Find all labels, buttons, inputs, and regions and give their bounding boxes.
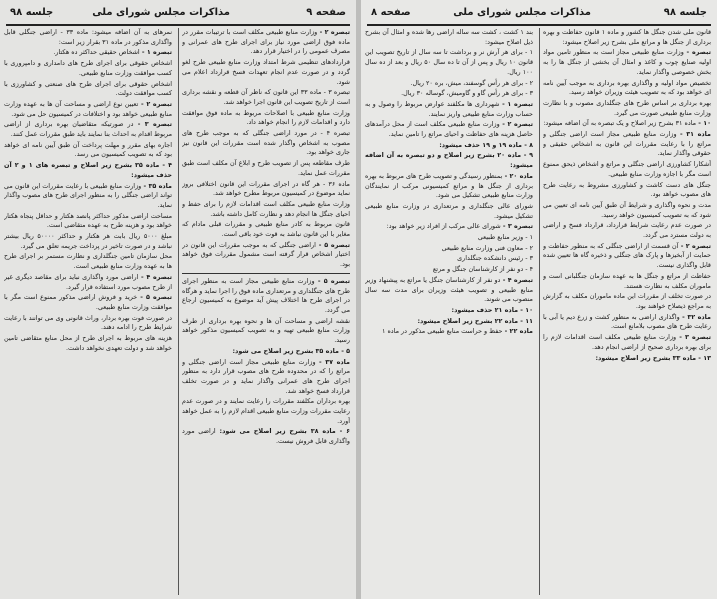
paragraph	[182, 180, 350, 199]
clause-heading: تبصره ۱ -	[139, 48, 172, 57]
clause-text: ۳ - رئیس دانشکده جنگلداری	[457, 254, 533, 263]
paragraph	[543, 333, 711, 352]
clause-heading: تبصره ۳ -	[500, 222, 533, 231]
clause-text: در صورت عدم رعایت شرایط قرارداد، قرارداد فسخ و اراضی به دولت مسترد می گردد.	[543, 221, 711, 240]
paragraph	[365, 141, 533, 151]
paragraph	[4, 314, 172, 333]
clause-heading: تبصره ۲ -	[138, 99, 172, 108]
clause-text: آن قسمت از اراضی جنگلی که به منظور حفاظت و حمایت از آبخیزها و پارک های جنگلی و ذخیره گاه ها تعیین شده قابل واگذاری نیست.	[543, 241, 711, 270]
paragraph	[4, 252, 172, 271]
clause-text: مساحت اراضی مذکور حداکثر پانصد هکتار و حداقل پنجاه هکتار خواهد بود و هزینه طرح به عهده متقاضی است.	[4, 211, 172, 230]
paragraph	[365, 222, 533, 232]
clause-text: ماده ۳۱ بشرح زیر اصلاح و یک تبصره به آن اضافه میشود:	[543, 119, 697, 128]
clause-text: وزارت منابع طبیعی مجاز است اراضی جنگلی و مراتع را که در محدوده طرح های مصوب قرار دارد به منظور اجرای طرح های عمرانی واگذار نماید و در صورت تخلف قرارداد فسخ خواهد شد.	[182, 357, 350, 395]
clause-text: واگذاری اراضی به منظور کشت و زرع دیم یا آبی با رعایت طرح های مصوب بلامانع است.	[543, 312, 711, 331]
paragraph	[365, 172, 533, 201]
clause-text: وزارت منابع طبیعی مکلف است با ترتیبات مقرر در ماده فوق اراضی مورد نیاز برای اجرای طرح های عمرانی و مصرف عمومی را در اختیار قرار دهد.	[182, 28, 350, 56]
clause-text: اشخاص حقوقی برای اجرای طرح های دامداری و دامپروری با کسب موافقت وزارت منابع طبیعی.	[4, 59, 172, 77]
paragraph	[365, 151, 533, 170]
paragraph	[365, 233, 533, 243]
text-column-left	[365, 28, 533, 595]
paragraph	[4, 161, 172, 180]
clause-text: مدت و نحوه واگذاری و شرایط آن طبق آیین نامه ای تعیین می شود که به تصویب کمیسیون خواهد رسید.	[543, 200, 711, 219]
clause-heading: ماده ۲۰ -	[502, 171, 533, 180]
paragraph	[543, 242, 711, 271]
clause-text: اراضی مورد واگذاری نباید برای مقاصد دیگری غیر از طرح مصوب مورد استفاده قرار گیرد.	[4, 272, 172, 291]
clause-text: ۴ - دو نفر از کارشناسان جنگل و مرتع	[432, 265, 533, 274]
clause-text: در صورتیکه متقاضیان بهره برداری از اراضی مربوط اقدام به احداث بنا نمایند باید طبق مقررات عمل کنند.	[4, 120, 172, 139]
paragraph	[182, 58, 350, 87]
clause-heading: تبصره ۳ -	[133, 120, 172, 129]
clause-heading: ماده ۳۲ -	[679, 312, 711, 321]
paragraph	[4, 80, 172, 99]
page-number: صفحه ۸	[371, 7, 411, 18]
paragraph	[365, 317, 533, 327]
clause-text: ۱ - وزیر منابع طبیعی	[477, 233, 533, 242]
paragraph	[543, 201, 711, 220]
paragraph	[182, 28, 350, 57]
paragraph	[543, 181, 711, 200]
clause-text: شورای عالی جنگلداری و مرتعداری در وزارت منابع طبیعی تشکیل میشود.	[365, 201, 533, 220]
paragraph	[543, 79, 711, 98]
clause-text: وزارت منابع طبیعی مکلف است اقدامات لازم را برای حفظ و احیای جنگل ها انجام دهد و نظارت کامل داشته باشد.	[182, 199, 350, 218]
clause-heading: ۹ - ماده ۲۰ بشرح زیر اصلاح و دو تبصره به آن اضافه میشود:	[365, 151, 533, 170]
clause-heading: تبصره ۴ -	[500, 275, 533, 284]
paragraph	[365, 306, 533, 316]
paragraph	[543, 99, 711, 118]
clause-text: اشخاص حقیقی حداکثر ده هکتار.	[53, 48, 140, 57]
paragraph	[182, 317, 350, 346]
clause-heading: ماده ۳۱ -	[676, 130, 711, 139]
paragraph	[543, 272, 711, 291]
clause-text: خرید و فروش اراضی مذکور ممنوع است مگر با موافقت وزارت منابع طبیعی.	[4, 293, 172, 311]
paragraph	[365, 244, 533, 254]
clause-text: در صورت فوت بهره بردار، وراث قانونی وی می توانند با رعایت شرایط طرح را ادامه دهند.	[4, 313, 172, 332]
paragraph	[543, 354, 711, 364]
left-page	[0, 0, 356, 599]
clause-text: ماده ۳۶ - هر گاه در اجرای مقررات این قانون اختلافی بروز نماید موضوع در کمیسیون مربوط مطرح خواهد شد.	[182, 179, 350, 198]
paragraph	[182, 200, 350, 219]
paragraph	[365, 28, 533, 47]
paragraph	[365, 327, 533, 337]
clause-text: بمنظور رسیدگی و تصویب طرح های مربوط به بهره برداری از جنگل ها و مراتع کمیسیونی مرکب از نمایندگان وزارت منابع طبیعی تشکیل می شود.	[365, 171, 533, 200]
paragraph	[182, 397, 350, 426]
paragraph	[543, 221, 711, 240]
paragraph	[182, 358, 350, 397]
clause-text: هزینه های مربوط به اجرای طرح از محل منابع متقاضی تامین خواهد شد و دولت تعهدی نخواهد داشت.	[4, 334, 172, 352]
clause-heading: تبصره ۴ -	[138, 272, 172, 281]
clause-text: تخصیص مواد اولیه و واگذاری بهره برداری به موجب آیین نامه ای خواهد بود که به تصویب هیئت وزیران خواهد رسید.	[543, 78, 711, 97]
paragraph	[4, 59, 172, 78]
clause-text: ۱ - برای هر آرش نر و برداشت تا سه سال از تاریخ تصویب این قانون ۱۰ ریال و پس از آن تا ده سال ۵۰ ریال و بعد از ده سال ۱۰۰ ریال.	[365, 48, 533, 76]
clause-text: وزارت منابع طبیعی مکلف است از محل درآمدهای حاصل هزینه های حفاظت و احیای مراتع را تامین نماید.	[365, 120, 533, 139]
clause-text: دو نفر از کارشناسان جنگل یا مراتع به پیشنهاد وزیر منابع طبیعی و تصویب هیئت وزیران برای مدت سه سال منصوب می شوند.	[365, 275, 533, 304]
clause-text: وزارت منابع طبیعی با رعایت مقررات این قانون می تواند اراضی جنگلی را به منظور اجرای طرح های مصوب واگذار نماید.	[4, 181, 172, 209]
clause-heading: ۱۰ -	[696, 119, 711, 128]
column-rule	[539, 28, 540, 595]
clause-text: ۳ - برای هر رأس گاو و گاومیش، گوساله ۳۰ ریال.	[401, 89, 533, 98]
text-column-right	[182, 28, 350, 595]
clause-text: مبلغ ۵۰۰۰ ریال بابت هر هکتار و حداکثر ۵۰۰۰۰ ریال بیشتر نباشد و در صورت تاخیر در پرداخت جریمه تعلق می گیرد.	[4, 232, 172, 250]
paragraph	[543, 28, 711, 47]
paragraph	[365, 79, 533, 89]
paragraph	[543, 292, 711, 311]
clause-heading: تبصره ۵ -	[314, 276, 350, 285]
clause-heading: ۴ - ماده ۳۵ بشرح زیر اصلاح و تبصره های ۱ و ۲ آن حذف میشود:	[4, 161, 172, 179]
clause-text: تبصره ۴ - در مورد اراضی جنگلی که به موجب طرح های مصوب به اشخاص واگذار شده است مقررات این قانون نیز جاری خواهد بود.	[182, 129, 350, 157]
paragraph	[365, 254, 533, 264]
paragraph	[365, 276, 533, 305]
paragraph	[182, 129, 350, 158]
clause-heading: ۱۳ - ماده ۳۳ بشرح زیر اصلاح میشود:	[595, 353, 711, 362]
clause-text: تعیین نوع اراضی و مساحت آن ها به عهده وزارت منابع طبیعی خواهد بود و اختلافات در کمیسیون حل می شود.	[4, 99, 172, 118]
paragraph	[182, 220, 350, 239]
clause-text: آشکارا کشاورزی اراضی جنگلی و مراتع و اشخاص ذیحق ممنوع است مگر با اجازه وزارت منابع طبیعی.	[543, 160, 711, 178]
column-rule	[178, 28, 179, 595]
clause-text: اجاره بهای مقرر و مهلت پرداخت آن طبق آیین نامه ای خواهد بود که به تصویب کمیسیون می رسد.	[4, 140, 172, 159]
page-header	[367, 4, 711, 26]
clause-text: حفظ و حراست منابع طبیعی مذکور در ماده ۱	[381, 327, 503, 336]
clause-text: ۲ - معاون فنی وزارت منابع طبیعی	[441, 243, 533, 252]
clause-heading: ماده ۳۷ -	[315, 357, 350, 366]
clause-heading: ماده ۲۲ -	[502, 327, 533, 336]
clause-heading: ۸ - ماده ۱۹ و ۱۹ حذف میشود:	[439, 140, 533, 149]
paragraph	[4, 120, 172, 139]
clause-text: ۲ - برای هر رأس گوسفند، میش، بره ۲۰ ریال.	[410, 78, 533, 87]
text-column-left	[4, 28, 172, 595]
clause-text: نمرهای به آن اضافه میشود: ماده ۳۳ - اراضی جنگلی قابل واگذاری مذکور در ماده ۳۱ بقرار زیر است:	[4, 28, 172, 46]
clause-text: در صورت تخلف از مقررات این ماده ماموران مکلف به گزارش به مراجع ذیصلاح خواهند بود.	[543, 292, 711, 310]
clause-heading: تبصره ۱ -	[499, 99, 533, 108]
paragraph	[182, 109, 350, 128]
clause-text: نقشه اراضی و مساحت آن ها و نحوه بهره برداری از طرف وزارت منابع طبیعی تهیه و به تصویب کمیسیون مذکور خواهد رسید.	[182, 316, 350, 345]
clause-heading: تبصره ۳ -	[676, 333, 711, 342]
clause-text: شهرداری ها مکلفند عوارض مربوط را وصول و به حساب وزارت منابع طبیعی واریز نمایند.	[365, 99, 533, 118]
clause-text: وزارت منابع طبیعی مکلف است اقدامات لازم را برای بهره برداری صحیح از اراضی انجام دهد.	[543, 333, 711, 351]
session-label: جلسه ۹۸	[663, 7, 707, 18]
clause-text: وزارت منابع طبیعی مجاز است به منظور اجرای طرح های جنگلداری و مرتعداری ماده فوق را اجرا نماید و هرگاه در اجرای طرح ها اختلاف پیش آید موضوع به کمیسیون ارجاع می گردد.	[182, 276, 350, 314]
paragraph	[365, 202, 533, 221]
running-title: مذاکرات مجلس شورای ملی	[92, 7, 230, 18]
session-label: جلسه ۹۸	[10, 7, 54, 18]
paragraph	[543, 130, 711, 159]
section-divider	[182, 273, 350, 274]
right-page	[361, 0, 717, 599]
clause-heading: تبصره ۲ -	[499, 120, 533, 129]
clause-text: حفاظت از مراتع و جنگل ها به عهده سازمان جنگلبانی است و ماموران مکلف به نظارت هستند.	[543, 271, 711, 290]
paragraph	[4, 212, 172, 231]
paragraph	[365, 48, 533, 77]
clause-text: قانون مربوط به کادر منابع طبیعی و مقررات قبلی مادام که مغایر با این قانون نباشد به قوت خود باقی است.	[182, 220, 350, 239]
clause-text: وزارت منابع طبیعی با اصلاحات مربوط به ماده فوق موافقت دارد و اقدامات لازم را انجام خواهد داد.	[182, 108, 350, 127]
clause-text: طرف مقاطعه پس از تصویب طرح و ابلاغ آن مکلف است طبق مقررات عمل نماید.	[182, 159, 350, 177]
clause-text: بند ۱ کشت ، کشت سه ساله اراضی رها شده و امثال آن بشرح ذیل اصلاح میشود:	[365, 28, 533, 46]
paragraph	[182, 277, 350, 316]
paragraph	[543, 119, 711, 129]
paragraph	[182, 427, 350, 446]
clause-text: بهره برداری بر اساس طرح های جنگلداری مصوب و با نظارت وزارت منابع طبیعی صورت می گیرد.	[543, 98, 711, 117]
paragraph	[543, 160, 711, 179]
clause-heading: تبصره ۲ -	[317, 28, 350, 36]
paragraph	[4, 100, 172, 119]
paragraph	[182, 159, 350, 178]
paragraph	[4, 182, 172, 211]
clause-heading: ۱۰ - ماده ۲۱ حذف میشود:	[451, 305, 533, 314]
clause-text: جنگل های دست کاشت و کشاورزی مشروط به رعایت طرح های مصوب خواهد بود.	[543, 180, 711, 199]
clause-heading: تبصره ۵ -	[137, 293, 172, 302]
paragraph	[4, 28, 172, 47]
text-column-right	[543, 28, 711, 595]
clause-text: تبصره ۳ - ماده ۳۳ این قانون که ناظر آن قطعه و نقشه برداری است از تاریخ تصویب این قانون اجرا خواهد شد.	[182, 88, 350, 106]
paragraph	[365, 100, 533, 119]
paragraph	[365, 265, 533, 275]
paragraph	[4, 334, 172, 353]
clause-heading: ۱۱ - ماده ۲۲ بشرح زیر اصلاح میشود:	[417, 316, 533, 325]
paragraph	[543, 48, 711, 77]
clause-text: شورای عالی مرکب از افراد زیر خواهد بود:	[386, 222, 501, 231]
clause-heading: ۵ - ماده ۳۵ بشرح زیر اصلاح می شود:	[232, 346, 350, 355]
clause-text: وزارت منابع طبیعی مجاز است اراضی جنگلی و مراتع را با رعایت مقررات این قانون به اشخاص حقیقی و حقوقی واگذار نماید.	[543, 130, 711, 158]
clause-text: اراضی مورد واگذاری قابل فروش نیست.	[182, 427, 350, 446]
clause-text: محل سازمان تامین جنگلداری و نظارت مستمر بر اجرای طرح ها به عهده وزارت منابع طبیعی است.	[4, 252, 172, 271]
paragraph	[182, 347, 350, 357]
page-number: صفحه ۹	[306, 7, 346, 18]
page-header	[6, 4, 350, 26]
clause-text: اراضی جنگلی که به موجب مقررات این قانون در اختیار اشخاص قرار گرفته است مشمول مقررات فوق خواهد بود.	[182, 240, 350, 269]
paragraph	[365, 120, 533, 139]
paragraph	[4, 293, 172, 312]
clause-heading: تبصره ۵ -	[315, 240, 350, 249]
paragraph	[4, 141, 172, 160]
paragraph	[4, 48, 172, 58]
paragraph	[4, 232, 172, 251]
clause-text: قراردادهای تنظیمی شرط امتداد وزارت منابع طبیعی طرح لغو گردد و در صورت عدم انجام تعهدات فسخ قرارداد اعلام می شود.	[182, 58, 350, 86]
paragraph	[182, 88, 350, 107]
paragraph	[365, 89, 533, 99]
clause-text: بهره برداران مکلفند مقررات را رعایت نمایند و در صورت عدم رعایت مقررات وزارت منابع طبیعی اقدام لازم را به عمل خواهد آورد.	[182, 397, 350, 425]
paragraph	[182, 241, 350, 270]
paragraph	[4, 273, 172, 292]
clause-heading: تبصره -	[683, 48, 711, 57]
paragraph	[543, 313, 711, 332]
running-title: مذاکرات مجلس شورای ملی	[453, 7, 591, 18]
clause-text: اشخاص حقوقی برای اجرای طرح های صنعتی و کشاورزی با کسب موافقت دولت.	[4, 79, 172, 98]
clause-heading: ۶ - ماده ۳۸ بشرح زیر اصلاح می شود:	[215, 427, 350, 436]
clause-heading: تبصره ۲ -	[678, 241, 711, 250]
clause-text: وزارت منابع طبیعی مجاز است به منظور تامین مواد اولیه صنایع چوب و کاغذ و امثال آن بخشی از جنگل ها را به بخش خصوصی واگذار نماید.	[543, 48, 711, 76]
clause-heading: ماده ۳۵ -	[141, 181, 172, 190]
clause-text: قانون ملی شدن جنگل ها کشور و ماده ۱ قانون حفاظت و بهره برداری از جنگل ها و مراتع ملی بشرح زیر اصلاح میشود:	[543, 28, 711, 46]
